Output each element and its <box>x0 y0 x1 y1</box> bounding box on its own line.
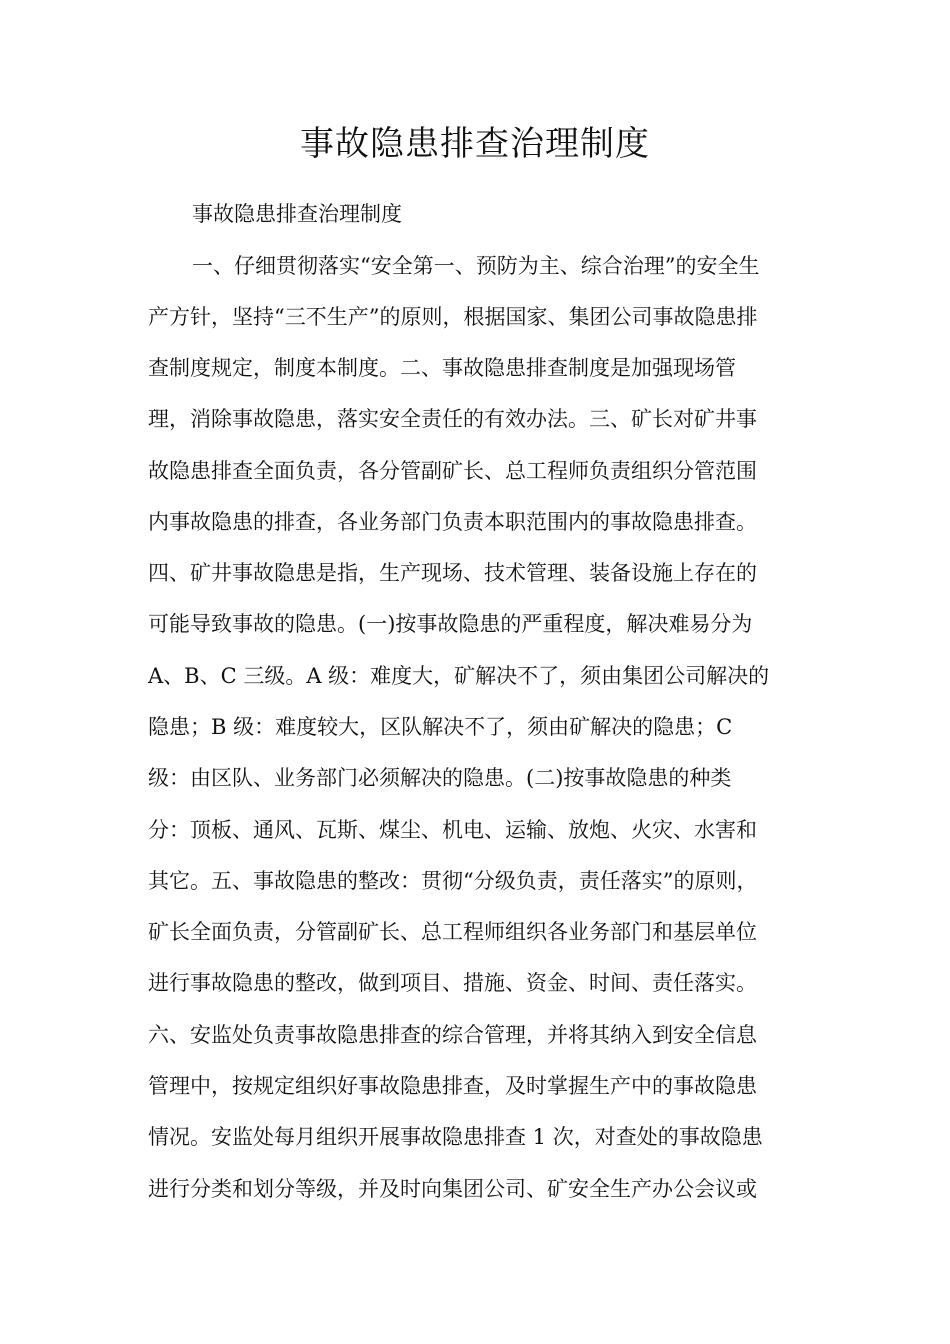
body-line: 进行事故隐患的整改，做到项目、措施、资金、时间、责任落实。 <box>148 971 757 995</box>
body-line: A、B、C 三级。A 级：难度大，矿解决不了，须由集团公司解决的 <box>148 664 770 688</box>
body-line: 事故隐患排查治理制度 <box>192 202 402 226</box>
body-line: 理，消除事故隐患，落实安全责任的有效办法。三、矿长对矿井事 <box>148 407 757 431</box>
body-line: 故隐患排查全面负责，各分管副矿长、总工程师负责组织分管范围 <box>148 459 757 483</box>
body-line: 六、安监处负责事故隐患排查的综合管理，并将其纳入到安全信息 <box>148 1023 757 1047</box>
body-line: 隐患；B 级：难度较大，区队解决不了，须由矿解决的隐患；C <box>148 715 733 739</box>
body-line: 管理中，按规定组织好事故隐患排查，及时掌握生产中的事故隐患 <box>148 1074 757 1098</box>
body-line: 矿长全面负责，分管副矿长、总工程师组织各业务部门和基层单位 <box>148 920 757 944</box>
body-line: 可能导致事故的隐患。(一)按事故隐患的严重程度，解决难易分为 <box>148 612 753 636</box>
body-line: 四、矿井事故隐患是指，生产现场、技术管理、装备设施上存在的 <box>148 561 757 585</box>
body-line: 其它。五、事故隐患的整改：贯彻“分级负责，责任落实”的原则， <box>148 869 758 893</box>
body-line: 情况。安监处每月组织开展事故隐患排查 1 次，对查处的事故隐患 <box>148 1125 763 1149</box>
document-title: 事故隐患排查治理制度 <box>300 124 650 164</box>
body-line: 产方针，坚持“三不生产”的原则，根据国家、集团公司事故隐患排 <box>148 305 758 329</box>
body-line: 级：由区队、业务部门必须解决的隐患。(二)按事故隐患的种类 <box>148 766 732 790</box>
body-line: 一、仔细贯彻落实“安全第一、预防为主、综合治理”的安全生 <box>192 254 760 278</box>
body-line: 分：顶板、通风、瓦斯、煤尘、机电、运输、放炮、火灾、水害和 <box>148 818 757 842</box>
body-line: 查制度规定，制度本制度。二、事故隐患排查制度是加强现场管 <box>148 356 736 380</box>
body-line: 内事故隐患的排查，各业务部门负责本职范围内的事故隐患排查。 <box>148 510 757 534</box>
body-line: 进行分类和划分等级，并及时向集团公司、矿安全生产办公会议或 <box>148 1177 757 1201</box>
